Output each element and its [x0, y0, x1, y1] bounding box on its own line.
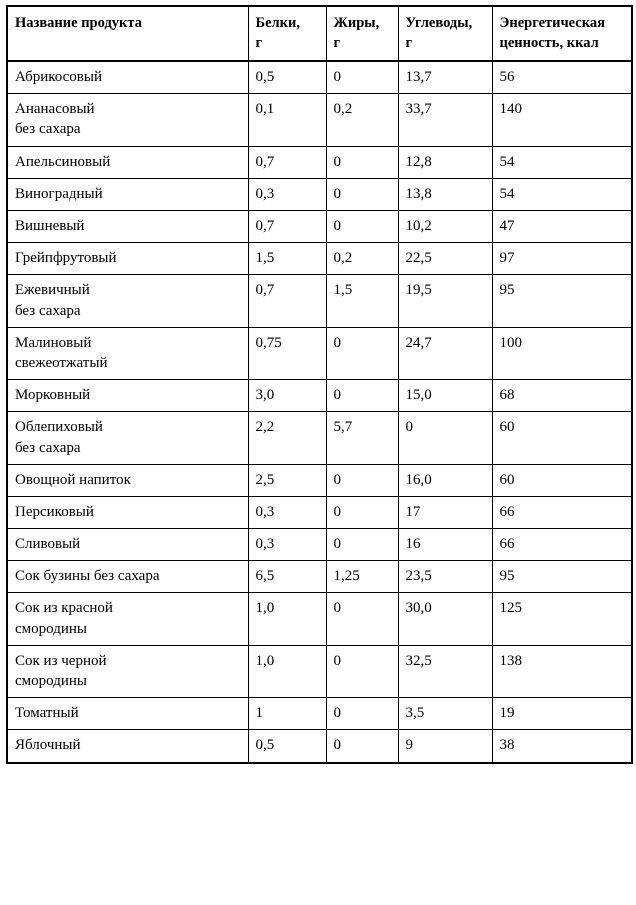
product-name-line: Овощной напиток	[15, 471, 131, 488]
table-row	[7, 730, 632, 763]
cell-protein: 2,5	[248, 464, 326, 496]
cell-fat: 0,2	[326, 94, 398, 146]
cell-protein: 1,0	[248, 645, 326, 697]
cell-fat: 0	[326, 730, 398, 763]
table-row	[7, 561, 632, 593]
cell-carbs: 33,7	[398, 94, 492, 146]
table-row	[7, 243, 632, 275]
table-row	[7, 178, 632, 210]
product-name-line: Персиковый	[15, 503, 94, 520]
cell-carbs: 3,5	[398, 698, 492, 730]
cell-product-name	[7, 496, 248, 528]
product-name-line: смородины	[15, 620, 87, 637]
product-name-line: смородины	[15, 673, 87, 690]
cell-carbs: 24,7	[398, 327, 492, 379]
cell-product-name	[7, 698, 248, 730]
cell-product-name	[7, 412, 248, 464]
cell-fat: 0,2	[326, 243, 398, 275]
cell-carbs: 13,7	[398, 61, 492, 94]
cell-fat: 0	[326, 464, 398, 496]
cell-carbs: 16,0	[398, 464, 492, 496]
product-name-line: без сахара	[15, 439, 81, 456]
cell-energy: 95	[492, 561, 632, 593]
product-name-line: Облепиховый	[15, 419, 103, 436]
cell-protein: 1,5	[248, 243, 326, 275]
product-name-line: Малиновый	[15, 334, 92, 351]
cell-product-name	[7, 61, 248, 94]
cell-carbs: 30,0	[398, 593, 492, 645]
table-row	[7, 327, 632, 379]
product-name-line: Сок бузины без сахара	[15, 568, 160, 585]
column-header-3	[398, 6, 492, 61]
cell-energy: 19	[492, 698, 632, 730]
cell-fat: 5,7	[326, 412, 398, 464]
cell-fat: 0	[326, 61, 398, 94]
cell-fat: 0	[326, 146, 398, 178]
cell-energy: 66	[492, 496, 632, 528]
cell-protein: 3,0	[248, 380, 326, 412]
cell-protein: 0,7	[248, 275, 326, 327]
cell-energy: 60	[492, 464, 632, 496]
table-row	[7, 61, 632, 94]
cell-protein: 0,7	[248, 211, 326, 243]
table-row	[7, 412, 632, 464]
column-header-line: ценность, ккал	[499, 34, 599, 51]
column-header-line: Белки,	[255, 15, 300, 31]
cell-fat: 0	[326, 645, 398, 697]
table-row	[7, 698, 632, 730]
cell-energy: 54	[492, 178, 632, 210]
cell-carbs: 22,5	[398, 243, 492, 275]
product-name-line: Грейпфрутовый	[15, 250, 117, 267]
cell-energy: 56	[492, 61, 632, 94]
cell-carbs: 19,5	[398, 275, 492, 327]
cell-product-name	[7, 94, 248, 146]
table-header	[7, 6, 632, 61]
table-row	[7, 529, 632, 561]
column-header-1	[248, 6, 326, 61]
cell-product-name	[7, 243, 248, 275]
cell-energy: 60	[492, 412, 632, 464]
column-header-0	[7, 6, 248, 61]
column-header-line: г	[405, 34, 413, 51]
product-name-line: Апельсиновый	[15, 153, 111, 170]
cell-carbs: 32,5	[398, 645, 492, 697]
cell-carbs: 16	[398, 529, 492, 561]
cell-fat: 0	[326, 698, 398, 730]
cell-carbs: 13,8	[398, 178, 492, 210]
table-row	[7, 380, 632, 412]
cell-protein: 0,5	[248, 61, 326, 94]
cell-product-name	[7, 464, 248, 496]
product-name-line: Ежевичный	[15, 282, 90, 299]
cell-carbs: 15,0	[398, 380, 492, 412]
cell-protein: 0,3	[248, 178, 326, 210]
cell-energy: 100	[492, 327, 632, 379]
cell-protein: 0,75	[248, 327, 326, 379]
cell-product-name	[7, 561, 248, 593]
cell-fat: 0	[326, 529, 398, 561]
cell-energy: 68	[492, 380, 632, 412]
table-row	[7, 593, 632, 645]
cell-protein: 0,1	[248, 94, 326, 146]
cell-protein: 0,7	[248, 146, 326, 178]
table-row	[7, 146, 632, 178]
cell-energy: 47	[492, 211, 632, 243]
cell-carbs: 0	[398, 412, 492, 464]
product-name-line: без сахара	[15, 121, 81, 138]
cell-product-name	[7, 178, 248, 210]
column-header-line: г	[255, 34, 263, 51]
table-row	[7, 645, 632, 697]
column-header-4	[492, 6, 632, 61]
cell-protein: 0,3	[248, 496, 326, 528]
column-header-2	[326, 6, 398, 61]
cell-energy: 66	[492, 529, 632, 561]
cell-energy: 138	[492, 645, 632, 697]
cell-protein: 1,0	[248, 593, 326, 645]
cell-protein: 0,3	[248, 529, 326, 561]
product-name-line: свежеотжатый	[15, 354, 108, 371]
cell-energy: 140	[492, 94, 632, 146]
table-row	[7, 94, 632, 146]
cell-protein: 6,5	[248, 561, 326, 593]
cell-fat: 0	[326, 380, 398, 412]
cell-fat: 0	[326, 496, 398, 528]
cell-fat: 0	[326, 593, 398, 645]
column-header-line: Жиры,	[333, 15, 380, 31]
cell-carbs: 10,2	[398, 211, 492, 243]
cell-protein: 2,2	[248, 412, 326, 464]
cell-product-name	[7, 146, 248, 178]
column-header-line: Углеводы,	[405, 15, 473, 31]
product-name-line: Яблочный	[15, 737, 81, 754]
cell-energy: 97	[492, 243, 632, 275]
cell-carbs: 23,5	[398, 561, 492, 593]
product-name-line: Сок из красной	[15, 600, 113, 617]
product-name-line: Вишневый	[15, 218, 85, 235]
cell-carbs: 9	[398, 730, 492, 763]
cell-product-name	[7, 645, 248, 697]
table-row	[7, 275, 632, 327]
cell-energy: 125	[492, 593, 632, 645]
column-header-line: г	[333, 34, 341, 51]
cell-fat: 1,5	[326, 275, 398, 327]
cell-product-name	[7, 211, 248, 243]
column-header-line: Название продукта	[15, 15, 142, 31]
cell-product-name	[7, 327, 248, 379]
cell-product-name	[7, 730, 248, 763]
cell-carbs: 12,8	[398, 146, 492, 178]
nutrition-table	[6, 5, 633, 764]
cell-product-name	[7, 275, 248, 327]
column-header-line: Энергетическая	[499, 15, 605, 31]
table-header-row	[7, 6, 632, 61]
cell-product-name	[7, 380, 248, 412]
product-name-line: без сахара	[15, 302, 81, 319]
table-row	[7, 496, 632, 528]
product-name-line: Виноградный	[15, 185, 103, 202]
cell-energy: 38	[492, 730, 632, 763]
product-name-line: Абрикосовый	[15, 69, 102, 86]
cell-product-name	[7, 593, 248, 645]
cell-energy: 95	[492, 275, 632, 327]
product-name-line: Морковный	[15, 387, 91, 404]
cell-energy: 54	[492, 146, 632, 178]
cell-fat: 0	[326, 178, 398, 210]
cell-fat: 1,25	[326, 561, 398, 593]
cell-protein: 1	[248, 698, 326, 730]
cell-fat: 0	[326, 327, 398, 379]
table-body	[7, 61, 632, 763]
product-name-line: Сок из черной	[15, 652, 107, 669]
product-name-line: Томатный	[15, 705, 79, 722]
product-name-line: Сливовый	[15, 536, 81, 553]
cell-product-name	[7, 529, 248, 561]
cell-protein: 0,5	[248, 730, 326, 763]
cell-fat: 0	[326, 211, 398, 243]
table-row	[7, 211, 632, 243]
cell-carbs: 17	[398, 496, 492, 528]
table-row	[7, 464, 632, 496]
product-name-line: Ананасовый	[15, 101, 95, 118]
